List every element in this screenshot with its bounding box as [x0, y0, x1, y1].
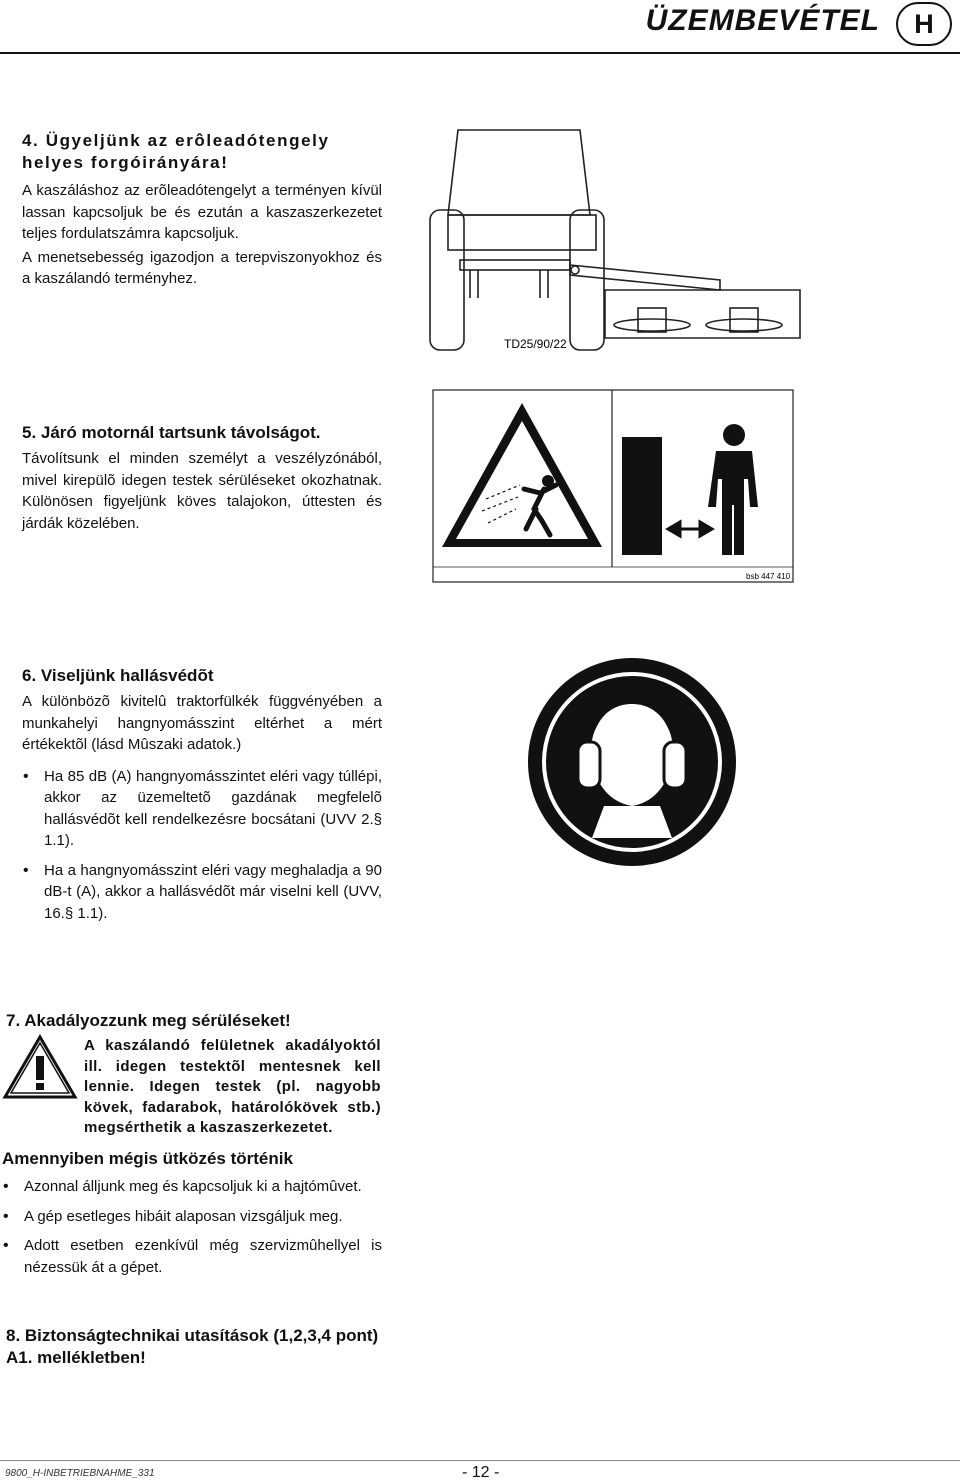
list-item: • Ha 85 dB (A) hangnyomásszintet eléri vagy túllépi, akkor az üzemeltetõ gazdának megfelelõ hallásvédõt kell rendelkezésre bocsátani (UVV 2.§ 1.1).	[22, 766, 382, 852]
list-item: • Ha a hangnyomásszint eléri vagy meghaladja a 90 dB-t (A), akkor a hallásvédõt már viselni kell (UVV, 16.§ 1.1).	[22, 860, 382, 925]
section-6-heading: 6. Viseljünk hallásvédõt	[22, 666, 214, 685]
section-6	[22, 665, 382, 932]
section-4-heading: 4. Ügyeljünk az erôleadótengely helyes forgóirányára!	[22, 131, 330, 172]
section-5-heading: 5. Járó motornál tartsunk távolságot.	[22, 423, 321, 442]
section-6-bullet-list	[22, 766, 382, 925]
section-5-paragraph: Távolítsunk el minden személyt a veszélyzónából, mivel kirepülõ idegen testek sérüléseket okozhatnak. Különösen figyeljünk köves talajokon, úttesten és járdák közelében.	[22, 450, 382, 532]
hearing-protection-sign	[526, 656, 738, 868]
section-7-collision	[2, 1148, 382, 1286]
figure-code-bsb: bsb 447 410	[746, 572, 791, 581]
section-7-warning-text: A kaszálandó felületnek akadályoktól ill. idegen testektõl mentesnek kell lennie. Idegen testek (pl. nagyobb kövek, fadarabok, határolókövek stb.) megsérthetik a kaszaszerkezetet.	[84, 1037, 381, 1136]
list-item: • Azonnal álljunk meg és kapcsoljuk ki a hajtómûvet.	[2, 1176, 382, 1198]
tractor-mower-diagram	[420, 120, 820, 360]
section-7	[6, 1010, 386, 1032]
page-number: - 12 -	[462, 1464, 500, 1481]
figure-code-td25: TD25/90/22	[504, 337, 567, 351]
page-header-title: ÜZEMBEVÉTEL	[645, 4, 880, 37]
section-7-heading: 7. Akadályozzunk meg sérüléseket!	[6, 1011, 291, 1030]
list-item: • A gép esetleges hibáit alaposan vizsgáljuk meg.	[2, 1206, 382, 1228]
keep-distance-sign	[432, 389, 794, 583]
list-item: • Adott esetben ezenkívül még szervizmûhellyel is nézessük át a gépet.	[2, 1235, 382, 1278]
section-8-heading: 8. Biztonságtechnikai utasítások (1,2,3,4 pont) A1. mellékletben!	[6, 1326, 379, 1367]
footer-doc-code: 9800_H-INBETRIEBNAHME_331	[5, 1468, 155, 1479]
collision-bullet-list	[2, 1176, 382, 1278]
footer-divider	[0, 1460, 960, 1461]
section-4-paragraph-1: A kaszáláshoz az erõleadótengelyt a terményen kívül lassan kapcsoljuk be és ezután a kaszaszerkezetet teljes fordulatszámra kapcsoljuk.	[22, 182, 382, 242]
section-8	[6, 1325, 386, 1369]
machine-block-icon	[622, 437, 662, 555]
section-5	[22, 422, 382, 534]
caution-triangle-icon	[2, 1034, 78, 1100]
language-badge: H	[896, 2, 952, 46]
section-4	[22, 130, 382, 290]
section-6-paragraph: A különbözõ kivitelû traktorfülkék függvényében a munkahelyi hangnyomásszint eltérhet a mért értékektõl (lásd Mûszaki adatok.)	[22, 693, 382, 753]
header-divider	[0, 52, 960, 54]
section-4-paragraph-2: A menetsebesség igazodjon a terepviszonyokhoz és a kaszálandó terményhez.	[22, 248, 382, 287]
collision-subheading: Amennyiben mégis ütközés történik	[2, 1149, 293, 1168]
